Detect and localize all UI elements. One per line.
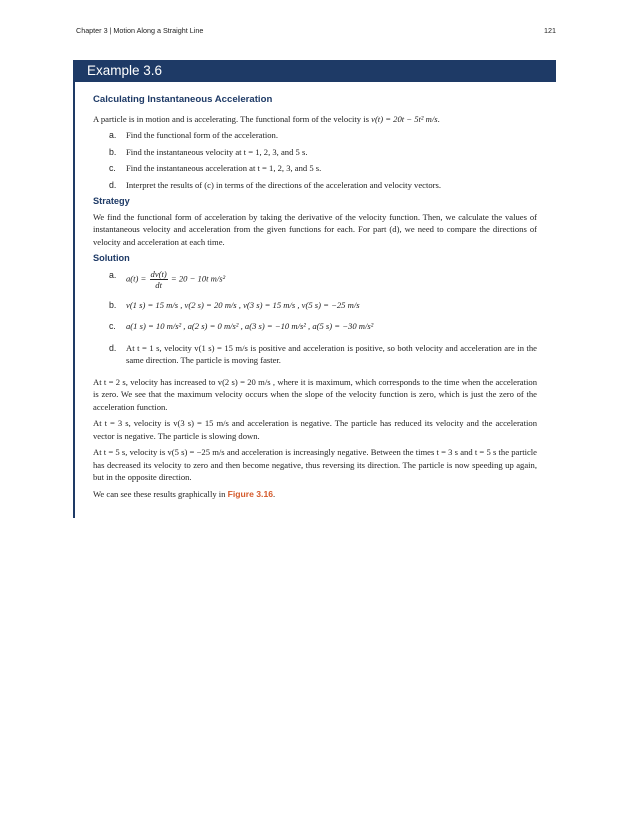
closing-paragraph: We can see these results graphically in Figure 3.16. (93, 488, 276, 499)
solution-item-d: d. At t = 1 s, velocity v(1 s) = 15 m/s is positive and acceleration is positive, so both velocity and acceleration are in the same direction. The particle is moving faster. (109, 342, 537, 365)
intro-paragraph: A particle is in motion and is accelerating. The functional form of the velocity is v(t) = 20t − 5t² m/s. (93, 113, 440, 124)
interpretation-t5: At t = 5 s, velocity is v(5 s) = −25 m/s and acceleration is increasingly negative. Between the times t = 3 s and t = 5 s the particle has decreased its velocity to zero and then become negative, thus reversing its direction. The particle is now speeding up again, but in the opposite direction. (93, 447, 537, 482)
interpretation-t3: At t = 3 s, velocity is v(3 s) = 15 m/s and acceleration is negative. The particle has reduced its velocity and the acceleration vector is negative. The particle is slowing down. (93, 418, 537, 441)
task-item: a. Find the functional form of the acceleration. (109, 130, 279, 140)
strategy-paragraph: We find the functional form of acceleration by taking the derivative of the velocity function. Then, we calculate the values of instantaneous velocity and acceleration from the given functions for each. For part (d), we need to compare the directions of velocity and acceleration at each time. (93, 211, 537, 247)
solution-item-a: a. a(t) = $\frac{dv(t)}{dt}$ = 20 − 10t m/s² (109, 268, 226, 290)
solution-item-c: c. a(1 s) = 10 m/s² , a(2 s) = 0 m/s² , a(3 s) = −10 m/s² , a(5 s) = −30 m/s² (109, 321, 374, 331)
derivative-fraction: $\frac{dv(t)}{dt}$ (150, 268, 167, 290)
solution-list (93, 269, 537, 367)
intro-text: A particle is in motion and is accelerating. The functional form of the velocity is (93, 113, 369, 124)
example-left-rule (73, 82, 75, 518)
interpretation-t2: At t = 2 s, velocity has increased to v(2 s) = 20 m/s , where it is maximum, which corresponds to the time when the acceleration is zero. We see that the maximum velocity occurs when the slope of the velocity function is zero, which is just the zero of the acceleration function. (93, 376, 537, 412)
solution-item-b: b. v(1 s) = 15 m/s , v(2 s) = 20 m/s , v(3 s) = 15 m/s , v(5 s) = −25 m/s (109, 299, 360, 310)
task-item: b. Find the instantaneous velocity at t = 1, 2, 3, and 5 s. (109, 146, 308, 157)
page-header (76, 26, 556, 38)
velocity-formula: v(t) = 20t − 5t² m/s (371, 113, 438, 124)
chapter-title: Chapter 3 | Motion Along a Straight Line (76, 26, 204, 35)
task-item: c. Find the instantaneous acceleration at t = 1, 2, 3, and 5 s. (109, 163, 322, 173)
task-list (93, 129, 537, 191)
figure-link[interactable]: Figure 3.16 (227, 488, 273, 499)
example-content (93, 94, 537, 504)
solution-heading: Solution (93, 253, 130, 263)
page-number: 121 (544, 26, 556, 35)
task-item: d. Interpret the results of (c) in terms of the directions of the acceleration and velocity vectors. (109, 179, 441, 190)
example-banner: Example 3.6 (73, 60, 556, 82)
example-title: Calculating Instantaneous Acceleration (93, 94, 273, 105)
strategy-heading: Strategy (93, 196, 130, 206)
